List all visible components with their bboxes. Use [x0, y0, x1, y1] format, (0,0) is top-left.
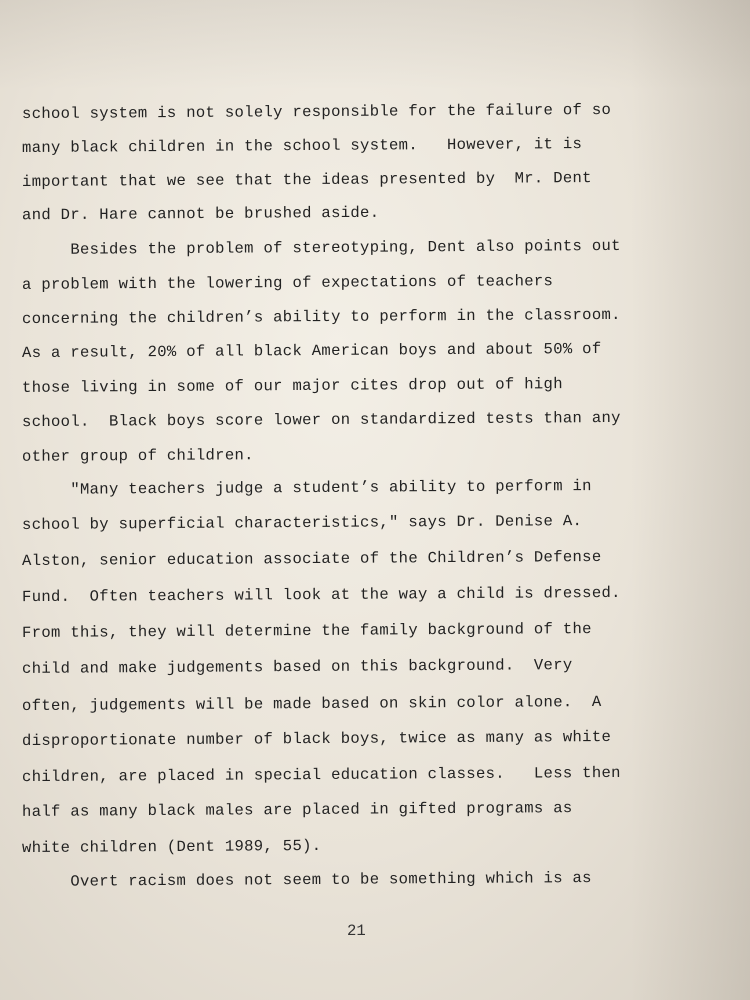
text-line: school system is not solely responsible for the failure of so: [21, 100, 612, 124]
page-shadow-right: [630, 0, 750, 1000]
text-line: many black children in the school system. However, it is: [21, 135, 583, 157]
text-line: and Dr. Hare cannot be brushed aside.: [21, 203, 380, 225]
page-shadow-top: [0, 0, 750, 90]
text-line: white children (Dent 1989, 55).: [21, 836, 322, 858]
text-line: "Many teachers judge a student’s ability to perform in: [21, 477, 592, 499]
text-line: half as many black males are placed in gifted programs as: [21, 799, 573, 821]
text-line: other group of children.: [21, 446, 254, 466]
text-line: From this, they will determine the family background of the: [21, 620, 592, 642]
text-line: child and make judgements based on this background. Very: [21, 656, 573, 678]
page-number: 21: [347, 922, 366, 940]
text-line: concerning the children’s ability to perform in the classroom.: [21, 305, 621, 329]
text-line: school. Black boys score lower on standardized tests than any: [21, 408, 621, 432]
text-line: important that we see that the ideas presented by Mr. Dent: [21, 169, 592, 191]
text-line: school by superficial characteristics," says Dr. Denise A.: [21, 512, 583, 534]
text-line: Fund. Often teachers will look at the way a child is dressed.: [21, 583, 621, 607]
text-line: disproportionate number of black boys, twice as many as white: [21, 727, 612, 751]
text-line: As a result, 20% of all black American boys and about 50% of: [21, 339, 602, 363]
text-line: children, are placed in special education classes. Less then: [21, 763, 621, 787]
text-line: Overt racism does not seem to be something which is as: [21, 869, 592, 891]
text-line: those living in some of our major cites drop out of high: [21, 375, 563, 397]
text-line: Alston, senior education associate of the Children’s Defense: [21, 547, 602, 571]
text-line: Besides the problem of stereotyping, Dent also points out: [21, 236, 621, 260]
text-line: often, judgements will be made based on skin color alone. A: [21, 692, 602, 716]
text-line: a problem with the lowering of expectations of teachers: [21, 272, 554, 294]
